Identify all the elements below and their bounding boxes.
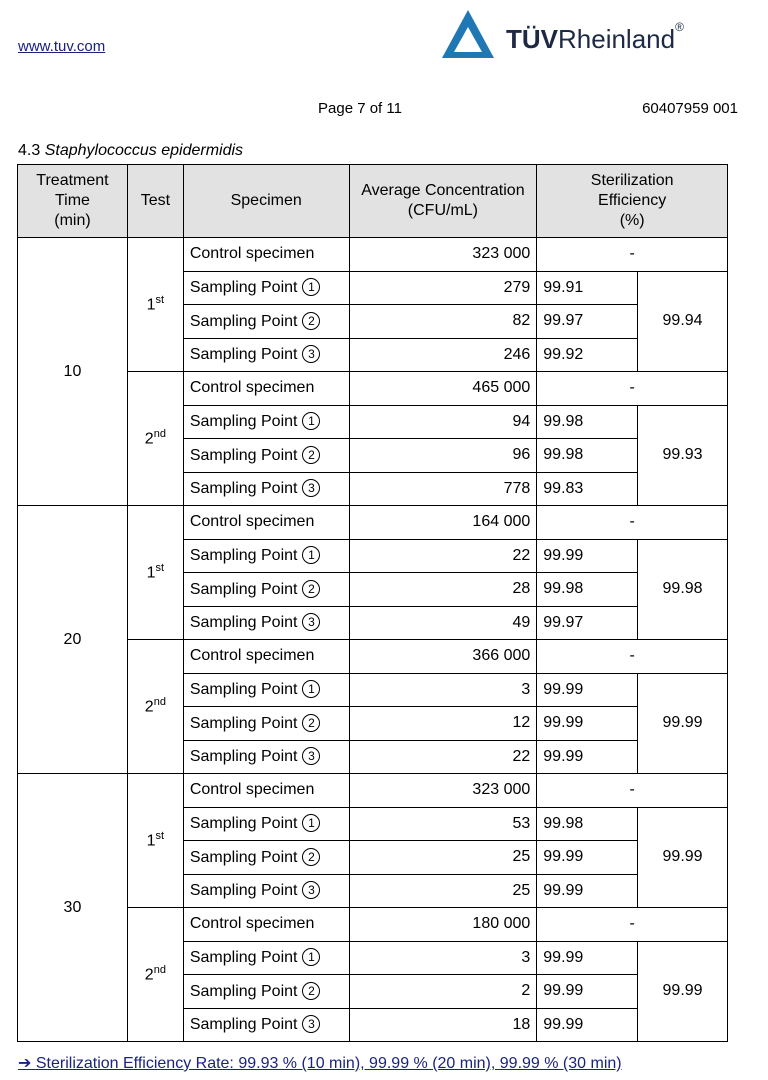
table-row bbox=[18, 774, 728, 808]
concentration-cell: 3 bbox=[349, 941, 537, 975]
test-number: 2 bbox=[144, 966, 154, 984]
test-cell bbox=[127, 372, 183, 506]
concentration-cell: 22 bbox=[349, 740, 537, 774]
efficiency-cell: - bbox=[537, 372, 728, 406]
concentration-cell: 25 bbox=[349, 874, 537, 908]
test-number: 1 bbox=[146, 296, 156, 314]
specimen-cell bbox=[183, 573, 349, 607]
logo-wordmark: TÜVRheinland® bbox=[506, 20, 684, 54]
concentration-cell: 49 bbox=[349, 606, 537, 640]
specimen-cell bbox=[183, 405, 349, 439]
sampling-point-label: Sampling Point bbox=[189, 547, 298, 565]
sampling-point-label: Sampling Point bbox=[189, 346, 298, 364]
sampling-point-label: Sampling Point bbox=[189, 949, 298, 967]
sampling-point-number-icon: 2 bbox=[302, 982, 320, 1000]
concentration-cell: 28 bbox=[349, 573, 537, 607]
table-row bbox=[18, 238, 728, 272]
efficiency-cell: - bbox=[537, 506, 728, 540]
specimen-cell bbox=[183, 807, 349, 841]
concentration-cell: 465 000 bbox=[349, 372, 537, 406]
efficiency-cell: 99.99 bbox=[537, 941, 638, 975]
efficiency-cell: 99.98 bbox=[537, 405, 638, 439]
sampling-point-number-icon: 2 bbox=[302, 580, 320, 598]
efficiency-cell: 99.98 bbox=[537, 439, 638, 473]
specimen-cell bbox=[183, 606, 349, 640]
efficiency-cell: - bbox=[537, 774, 728, 808]
test-cell bbox=[127, 238, 183, 372]
test-ordinal-suffix: nd bbox=[153, 696, 166, 709]
test-number: 1 bbox=[146, 564, 156, 582]
sampling-point-number-icon: 3 bbox=[302, 613, 320, 631]
website-link[interactable]: www.tuv.com bbox=[18, 38, 106, 55]
concentration-cell: 2 bbox=[349, 975, 537, 1009]
test-ordinal-suffix: nd bbox=[153, 964, 166, 977]
mean-efficiency-cell: 99.98 bbox=[638, 539, 728, 640]
test-number: 2 bbox=[144, 698, 154, 716]
section-title: 4.3 Staphylococcus epidermidis bbox=[18, 142, 244, 159]
sampling-point-label: Sampling Point bbox=[189, 480, 298, 498]
sampling-point-label: Sampling Point bbox=[189, 748, 298, 766]
specimen-cell bbox=[183, 841, 349, 875]
efficiency-cell: 99.99 bbox=[537, 975, 638, 1009]
efficiency-cell: 99.99 bbox=[537, 539, 638, 573]
sampling-point-label: Sampling Point bbox=[189, 413, 298, 431]
triangle-logo-icon bbox=[440, 8, 496, 60]
specimen-cell bbox=[183, 874, 349, 908]
header-average-concentration: Average Concentration (CFU/mL) bbox=[349, 165, 537, 238]
document-number: 60407959 001 bbox=[642, 100, 738, 117]
mean-efficiency-cell: 99.94 bbox=[638, 271, 728, 372]
page-number: Page 7 of 11 bbox=[318, 100, 402, 117]
test-ordinal-suffix: nd bbox=[153, 428, 166, 441]
sampling-point-label: Sampling Point bbox=[189, 982, 298, 1000]
efficiency-cell: 99.99 bbox=[537, 740, 638, 774]
test-number: 2 bbox=[144, 430, 154, 448]
efficiency-cell: 99.98 bbox=[537, 807, 638, 841]
sampling-point-label: Sampling Point bbox=[189, 681, 298, 699]
sampling-point-number-icon: 1 bbox=[302, 948, 320, 966]
concentration-cell: 323 000 bbox=[349, 774, 537, 808]
efficiency-cell: 99.97 bbox=[537, 305, 638, 339]
test-cell bbox=[127, 908, 183, 1042]
sampling-point-number-icon: 1 bbox=[302, 814, 320, 832]
summary-line: ➔ Sterilization Efficiency Rate: 99.93 % (10 min), 99.99 % (20 min), 99.99 % (30 min) bbox=[18, 1055, 622, 1072]
specimen-cell bbox=[183, 439, 349, 473]
sampling-point-label: Sampling Point bbox=[189, 714, 298, 732]
specimen-cell: Control specimen bbox=[183, 506, 349, 540]
sampling-point-number-icon: 3 bbox=[302, 1015, 320, 1033]
specimen-cell bbox=[183, 975, 349, 1009]
sampling-point-label: Sampling Point bbox=[189, 580, 298, 598]
efficiency-cell: 99.91 bbox=[537, 271, 638, 305]
treatment-time-cell: 20 bbox=[18, 506, 128, 774]
specimen-cell: Control specimen bbox=[183, 372, 349, 406]
specimen-cell: Control specimen bbox=[183, 774, 349, 808]
sampling-point-label: Sampling Point bbox=[189, 446, 298, 464]
concentration-cell: 96 bbox=[349, 439, 537, 473]
concentration-cell: 25 bbox=[349, 841, 537, 875]
sampling-point-number-icon: 2 bbox=[302, 714, 320, 732]
test-number: 1 bbox=[146, 832, 156, 850]
header-test: Test bbox=[127, 165, 183, 238]
concentration-cell: 366 000 bbox=[349, 640, 537, 674]
specimen-cell bbox=[183, 539, 349, 573]
specimen-cell bbox=[183, 740, 349, 774]
header-specimen: Specimen bbox=[183, 165, 349, 238]
concentration-cell: 18 bbox=[349, 1008, 537, 1042]
treatment-time-cell: 30 bbox=[18, 774, 128, 1042]
concentration-cell: 323 000 bbox=[349, 238, 537, 272]
mean-efficiency-cell: 99.99 bbox=[638, 807, 728, 908]
treatment-time-cell: 10 bbox=[18, 238, 128, 506]
concentration-cell: 53 bbox=[349, 807, 537, 841]
header-sterilization-efficiency: Sterilization Efficiency (%) bbox=[537, 165, 728, 238]
mean-efficiency-cell: 99.99 bbox=[638, 673, 728, 774]
sampling-point-number-icon: 3 bbox=[302, 345, 320, 363]
arrow-icon: ➔ bbox=[18, 1055, 32, 1072]
concentration-cell: 246 bbox=[349, 338, 537, 372]
sampling-point-label: Sampling Point bbox=[189, 882, 298, 900]
specimen-cell bbox=[183, 673, 349, 707]
concentration-cell: 164 000 bbox=[349, 506, 537, 540]
specimen-cell bbox=[183, 707, 349, 741]
header-row bbox=[18, 165, 728, 238]
concentration-cell: 279 bbox=[349, 271, 537, 305]
specimen-cell: Control specimen bbox=[183, 908, 349, 942]
sampling-point-number-icon: 1 bbox=[302, 546, 320, 564]
efficiency-cell: - bbox=[537, 238, 728, 272]
efficiency-cell: 99.92 bbox=[537, 338, 638, 372]
efficiency-cell: 99.83 bbox=[537, 472, 638, 506]
efficiency-cell: 99.99 bbox=[537, 874, 638, 908]
sampling-point-number-icon: 3 bbox=[302, 747, 320, 765]
sampling-point-label: Sampling Point bbox=[189, 1016, 298, 1034]
efficiency-cell: - bbox=[537, 908, 728, 942]
concentration-cell: 82 bbox=[349, 305, 537, 339]
specimen-cell bbox=[183, 271, 349, 305]
test-ordinal-suffix: st bbox=[155, 294, 165, 307]
mean-efficiency-cell: 99.93 bbox=[638, 405, 728, 506]
sampling-point-number-icon: 3 bbox=[302, 479, 320, 497]
sampling-point-number-icon: 1 bbox=[302, 278, 320, 296]
test-cell bbox=[127, 640, 183, 774]
test-cell bbox=[127, 506, 183, 640]
test-cell bbox=[127, 774, 183, 908]
efficiency-cell: 99.98 bbox=[537, 573, 638, 607]
specimen-cell bbox=[183, 472, 349, 506]
efficiency-cell: 99.99 bbox=[537, 673, 638, 707]
efficiency-cell: 99.99 bbox=[537, 1008, 638, 1042]
specimen-cell: Control specimen bbox=[183, 640, 349, 674]
table-row bbox=[18, 506, 728, 540]
sampling-point-label: Sampling Point bbox=[189, 312, 298, 330]
specimen-cell bbox=[183, 941, 349, 975]
sampling-point-number-icon: 3 bbox=[302, 881, 320, 899]
efficiency-cell: 99.99 bbox=[537, 707, 638, 741]
sampling-point-number-icon: 1 bbox=[302, 412, 320, 430]
concentration-cell: 22 bbox=[349, 539, 537, 573]
specimen-cell bbox=[183, 338, 349, 372]
sampling-point-label: Sampling Point bbox=[189, 848, 298, 866]
efficiency-cell: - bbox=[537, 640, 728, 674]
sampling-point-number-icon: 2 bbox=[302, 848, 320, 866]
mean-efficiency-cell: 99.99 bbox=[638, 941, 728, 1042]
sampling-point-label: Sampling Point bbox=[189, 815, 298, 833]
header-treatment-time: Treatment Time (min) bbox=[18, 165, 128, 238]
test-ordinal-suffix: st bbox=[155, 562, 165, 575]
efficiency-cell: 99.99 bbox=[537, 841, 638, 875]
test-ordinal-suffix: st bbox=[155, 830, 165, 843]
sampling-point-label: Sampling Point bbox=[189, 614, 298, 632]
sampling-point-label: Sampling Point bbox=[189, 279, 298, 297]
tuv-rheinland-logo bbox=[440, 8, 720, 64]
sampling-point-number-icon: 2 bbox=[302, 446, 320, 464]
specimen-cell: Control specimen bbox=[183, 238, 349, 272]
sampling-point-number-icon: 2 bbox=[302, 312, 320, 330]
concentration-cell: 180 000 bbox=[349, 908, 537, 942]
specimen-cell bbox=[183, 305, 349, 339]
specimen-cell bbox=[183, 1008, 349, 1042]
results-table bbox=[17, 164, 728, 1042]
efficiency-cell: 99.97 bbox=[537, 606, 638, 640]
sampling-point-number-icon: 1 bbox=[302, 680, 320, 698]
concentration-cell: 3 bbox=[349, 673, 537, 707]
concentration-cell: 12 bbox=[349, 707, 537, 741]
concentration-cell: 94 bbox=[349, 405, 537, 439]
concentration-cell: 778 bbox=[349, 472, 537, 506]
